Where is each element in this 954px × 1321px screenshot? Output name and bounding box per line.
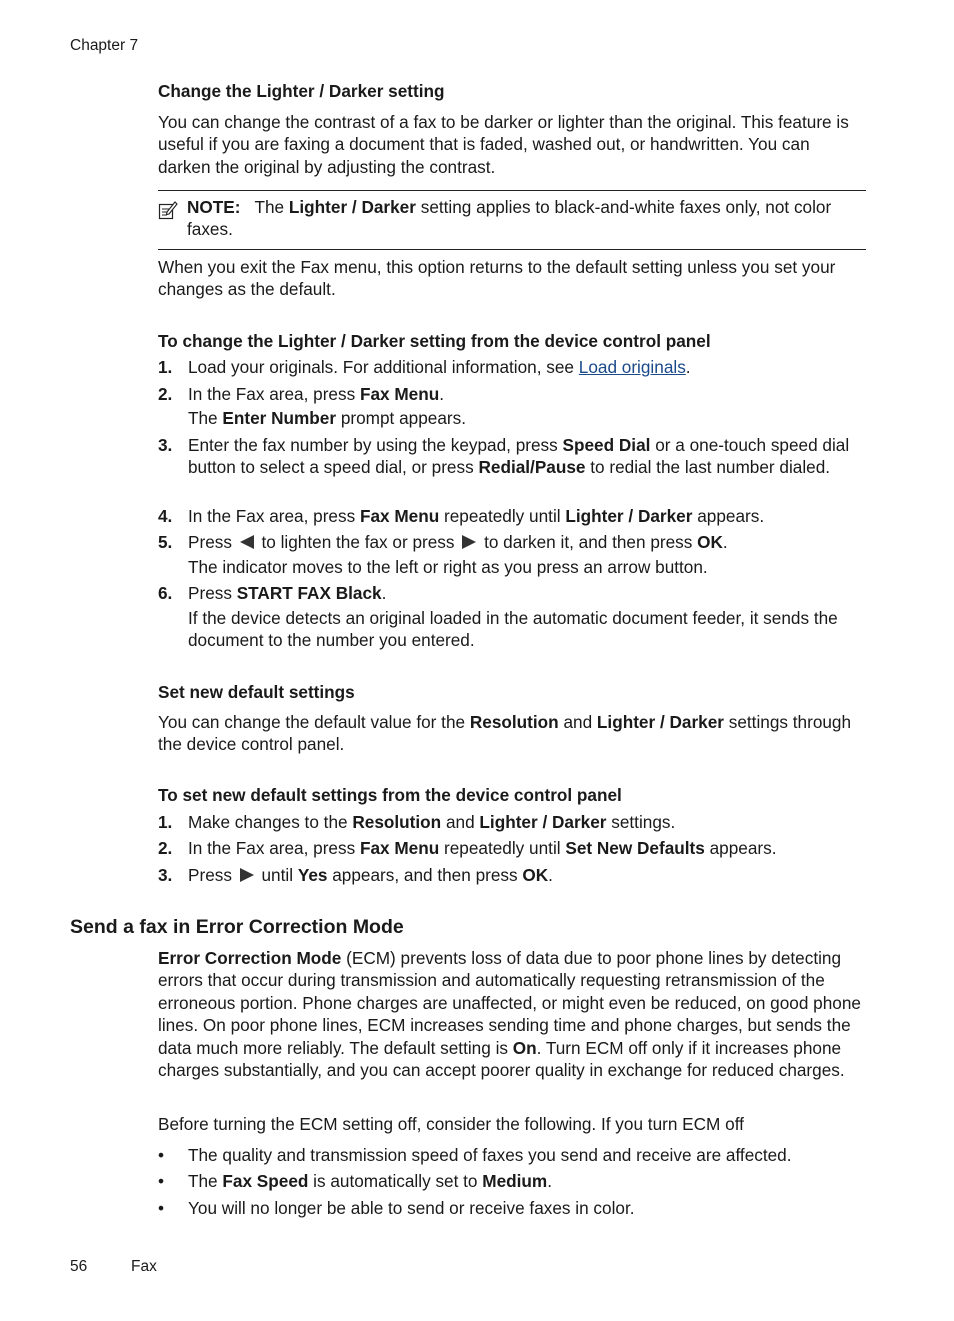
step-text: Press [188, 865, 232, 885]
step-text: repeatedly until [444, 838, 561, 858]
bullet-bold: Fax Speed [222, 1171, 309, 1191]
step-text: and [445, 812, 475, 832]
bullet-text [188, 1170, 866, 1192]
step-text: . [685, 357, 691, 377]
note-box [158, 190, 866, 250]
step-text: . [548, 865, 553, 885]
procedure1-heading: To change the Lighter / Darker setting from the device control panel [158, 331, 711, 351]
bullet-marker: • [158, 1198, 165, 1218]
step-number: 2. [158, 384, 173, 404]
step-result: The indicator moves to the left or right as you press an arrow button. [188, 557, 708, 577]
load-originals-link[interactable]: Load originals [578, 357, 686, 377]
note-text [187, 196, 866, 241]
note-b1: Lighter / Darker [288, 197, 416, 217]
step-body [188, 837, 866, 859]
step-bold: Fax Menu [359, 384, 440, 404]
para-bold: Lighter / Darker [596, 712, 724, 732]
section-heading-ecm: Send a fax in Error Correction Mode [70, 916, 404, 938]
step-text: . [439, 384, 445, 404]
bullet-text: You will no longer be able to send or receive faxes in color. [188, 1198, 635, 1218]
bullet-bold: Medium [482, 1171, 548, 1191]
step-text: Enter the fax number by using the keypad, press [188, 435, 558, 455]
step-text: . [722, 532, 728, 552]
step-text: In the Fax area, press [188, 838, 356, 858]
step-text: prompt appears. [340, 408, 466, 428]
step-body [188, 505, 866, 527]
step-number: 2. [158, 838, 173, 858]
note-t2: setting applies to black-and-white faxes only, not color faxes. [187, 197, 832, 240]
right-arrow-icon [239, 867, 255, 883]
step-bold: Enter Number [222, 408, 337, 428]
note-pencil-icon [158, 200, 178, 220]
step-bold: Fax Menu [359, 506, 440, 526]
bullet-marker: • [158, 1171, 165, 1191]
step-bold: Set New Defaults [565, 838, 705, 858]
step-body [188, 383, 866, 405]
section-heading-new-defaults: Set new default settings [158, 682, 355, 702]
para-bold: Error Correction Mode [158, 948, 342, 968]
procedure2-heading-wrap [158, 784, 866, 806]
after-note-text: When you exit the Fax menu, this option returns to the default setting unless you set your changes as the default. [158, 257, 836, 300]
step-text: Press [188, 532, 232, 552]
procedure1-heading-wrap [158, 330, 866, 352]
step-number: 3. [158, 865, 173, 885]
step-text: to redial the last number dialed. [590, 457, 831, 478]
step-result: If the device detects an original loaded in the automatic document feeder, it sends the document to the number you entered. [188, 608, 838, 651]
bullet-text: The quality and transmission speed of faxes you send and receive are affected. [188, 1145, 792, 1165]
step-text: In the Fax area, press [188, 506, 356, 526]
ecm-text [158, 947, 866, 1081]
page-number: 56 [70, 1258, 88, 1275]
step-text: Make changes to the [188, 812, 348, 832]
ecm-paragraph [158, 947, 866, 1081]
step-text: The [188, 408, 218, 428]
left-arrow-icon [239, 534, 255, 550]
intro-paragraph [158, 111, 866, 178]
step-bold: Fax Menu [359, 838, 440, 858]
step-text: appears, and then press [332, 865, 518, 885]
step-text: In the Fax area, press [188, 384, 356, 404]
step-body [188, 531, 866, 553]
step-bold: Yes [297, 865, 328, 885]
para-bold: Resolution [469, 712, 559, 732]
para-text: You can change the default value for the [158, 712, 466, 732]
step-text: or a one-touch speed dial button to select a speed dial, or press [188, 435, 850, 478]
para-text: . Turn ECM off only if it increases phone charges substantially, and you can accept poorer quality in exchange for reduced charges. [158, 1037, 845, 1081]
step-number: 1. [158, 357, 173, 377]
step-body [188, 811, 866, 833]
before-list-text: Before turning the ECM setting off, consider the following. If you turn ECM off [158, 1114, 744, 1134]
step-number: 3. [158, 435, 173, 455]
step-text: to lighten the fax or press [261, 532, 455, 552]
footer-section: Fax [131, 1258, 157, 1275]
para-text: (ECM) prevents loss of data due to poor phone lines by detecting errors that occur during transmission and automatically requesting retransmission of the erroneous portion. Phone charges are unaffected, or might even be reduced, on good phone lines. On poor phone lines, ECM increases sending time and phone charges, but sends the data much more reliably. The default setting is [158, 948, 861, 1058]
bullet-marker: • [158, 1145, 165, 1165]
step-bold: Speed Dial [562, 435, 651, 455]
ecm-before-list [158, 1113, 866, 1135]
step-text: settings. [611, 812, 676, 832]
bullet-text-part: The [188, 1171, 218, 1191]
step-bold: Resolution [352, 812, 442, 832]
step-text: repeatedly until [444, 506, 561, 526]
step-body [188, 864, 866, 886]
step-text: Press [188, 583, 232, 603]
intro-text: You can change the contrast of a fax to be darker or lighter than the original. This feature is useful if you are faxing a document that is faded, washed out, or handwritten. You can darken the original by adjusting the contrast. [158, 112, 849, 177]
new-defaults-paragraph [158, 711, 866, 756]
step-bold: START FAX Black [236, 583, 382, 603]
step-result [188, 407, 866, 429]
step-bold: OK [697, 532, 723, 552]
para-bold: On [512, 1037, 537, 1058]
step-text: until [261, 865, 294, 885]
bullet-text-part: . [547, 1171, 552, 1191]
step-text: . [381, 583, 387, 603]
step-text: appears. [697, 506, 765, 526]
step-bold: Lighter / Darker [479, 812, 607, 832]
right-arrow-icon [461, 534, 477, 550]
bullet-text-part: is automatically set to [313, 1171, 478, 1191]
step-bold: OK [522, 865, 549, 885]
section-heading-lighter-darker: Change the Lighter / Darker setting [158, 81, 445, 101]
para-text: settings through the device control panel. [158, 712, 852, 755]
step-text: to darken it, and then press [484, 532, 693, 552]
step-number: 1. [158, 812, 173, 832]
step-text: appears. [709, 838, 777, 858]
step-body [188, 356, 866, 378]
chapter-label: Chapter 7 [70, 37, 139, 54]
note-label: NOTE: [187, 197, 241, 217]
step-number: 6. [158, 583, 173, 603]
step-bold: Lighter / Darker [565, 506, 693, 526]
step-text: Load your originals. For additional information, see [188, 357, 574, 377]
step-number: 5. [158, 532, 173, 552]
note-t1: The [254, 197, 285, 217]
step-number: 4. [158, 506, 173, 526]
new-defaults-text [158, 711, 866, 756]
section-new-defaults-heading-wrap [158, 681, 866, 703]
section-lighter-darker [158, 80, 866, 102]
after-note-paragraph [158, 256, 866, 301]
para-text: and [563, 712, 593, 732]
procedure2-heading: To set new default settings from the device control panel [158, 785, 622, 805]
step-bold: Redial/Pause [478, 457, 586, 478]
section-ecm-heading-wrap [70, 915, 866, 939]
step-body [188, 582, 866, 604]
step-body [188, 434, 866, 479]
